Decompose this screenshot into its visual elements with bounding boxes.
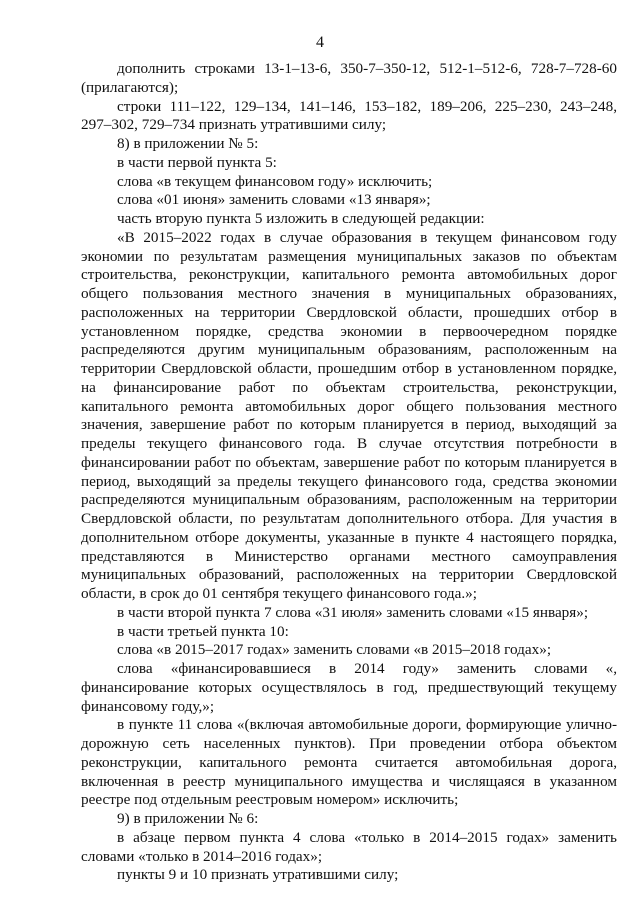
paragraph: слова «в текущем финансовом году» исключить; xyxy=(117,172,433,190)
paragraph: 8) в приложении № 5: xyxy=(117,135,259,152)
paragraph: 9) в приложении № 6: xyxy=(117,810,259,827)
paragraph: «В 2015–2022 годах в случае образования в текущем финансовом году экономии по результатам размещения муниципальных заказов по объектам строительства, реконструкции, капитального ремонта автомобильных дорог общего пользования местного значения в муниципальных образованиях, расположенных на территории Свердловской области, прошедших отбор в установленном порядке, средства экономии в первоочередном порядке распределяются другим муниципальным образованиям, расположенным на территории Свердловской области, прошедшим отбор в установленном порядке, на финансирование работ по объектам строительства, реконструкции, капитального ремонта автомобильных дорог общего пользования местного значения, завершение работ по которым планируется в период, выходящий за пределы текущего финансового года. В случае отсутствия потребности в финансировании работ по объектам, завершение работ по которым планируется в период, выходящий за пределы текущего финансового года, средства экономии распределяются муниципальным образованиям, расположенным на территории Свердловской области, по результатам дополнительного отбора. Для участия в дополнительном отборе документы, указанные в пункте 4 настоящего порядка, представляются в Министерство органами местного самоуправления муниципальных образований, расположенных на территории Свердловской области, в срок до 01 сентября текущего финансового года.»; xyxy=(81,228,617,602)
paragraph: часть вторую пункта 5 изложить в следующей редакции: xyxy=(117,210,485,227)
document-body xyxy=(81,60,617,885)
paragraph: в абзаце первом пункта 4 слова «только в 2014–2015 годах» заменить словами «только в 2014–2016 годах»; xyxy=(81,828,617,865)
paragraph: пункты 9 и 10 признать утратившими силу; xyxy=(117,866,399,884)
paragraph: слова «финансировавшиеся в 2014 году» заменить словами «, финансирование которых осуществлялось в год, предшествующий текущему финансовому году,»; xyxy=(81,660,617,715)
paragraph: дополнить строками 13-1–13-6, 350-7–350-12, 512-1–512-6, 728-7–728-60 (прилагаются); xyxy=(81,60,617,96)
paragraph: в части первой пункта 5: xyxy=(117,153,277,171)
paragraph: в части третьей пункта 10: xyxy=(117,622,289,640)
paragraph: слова «01 июня» заменить словами «13 января»; xyxy=(117,191,431,209)
paragraph: строки 111–122, 129–134, 141–146, 153–182, 189–206, 225–230, 243–248, 297–302, 729–734 признать утратившими силу; xyxy=(81,97,617,134)
paragraph: в части второй пункта 7 слова «31 июля» заменить словами «15 января»; xyxy=(117,603,589,621)
paragraph: слова «в 2015–2017 годах» заменить словами «в 2015–2018 годах»; xyxy=(117,641,552,659)
paragraph: в пункте 11 слова «(включая автомобильные дороги, формирующие улично-дорожную сеть населенных пунктов). При проведении отбора объектом реконструкции, капитального ремонта считается автомобильная дорога, включенная в реестр муниципального имущества и числящаяся в указанном реестре под отдельным реестровым номером» исключить; xyxy=(81,716,617,809)
page-number: 4 xyxy=(316,34,324,51)
